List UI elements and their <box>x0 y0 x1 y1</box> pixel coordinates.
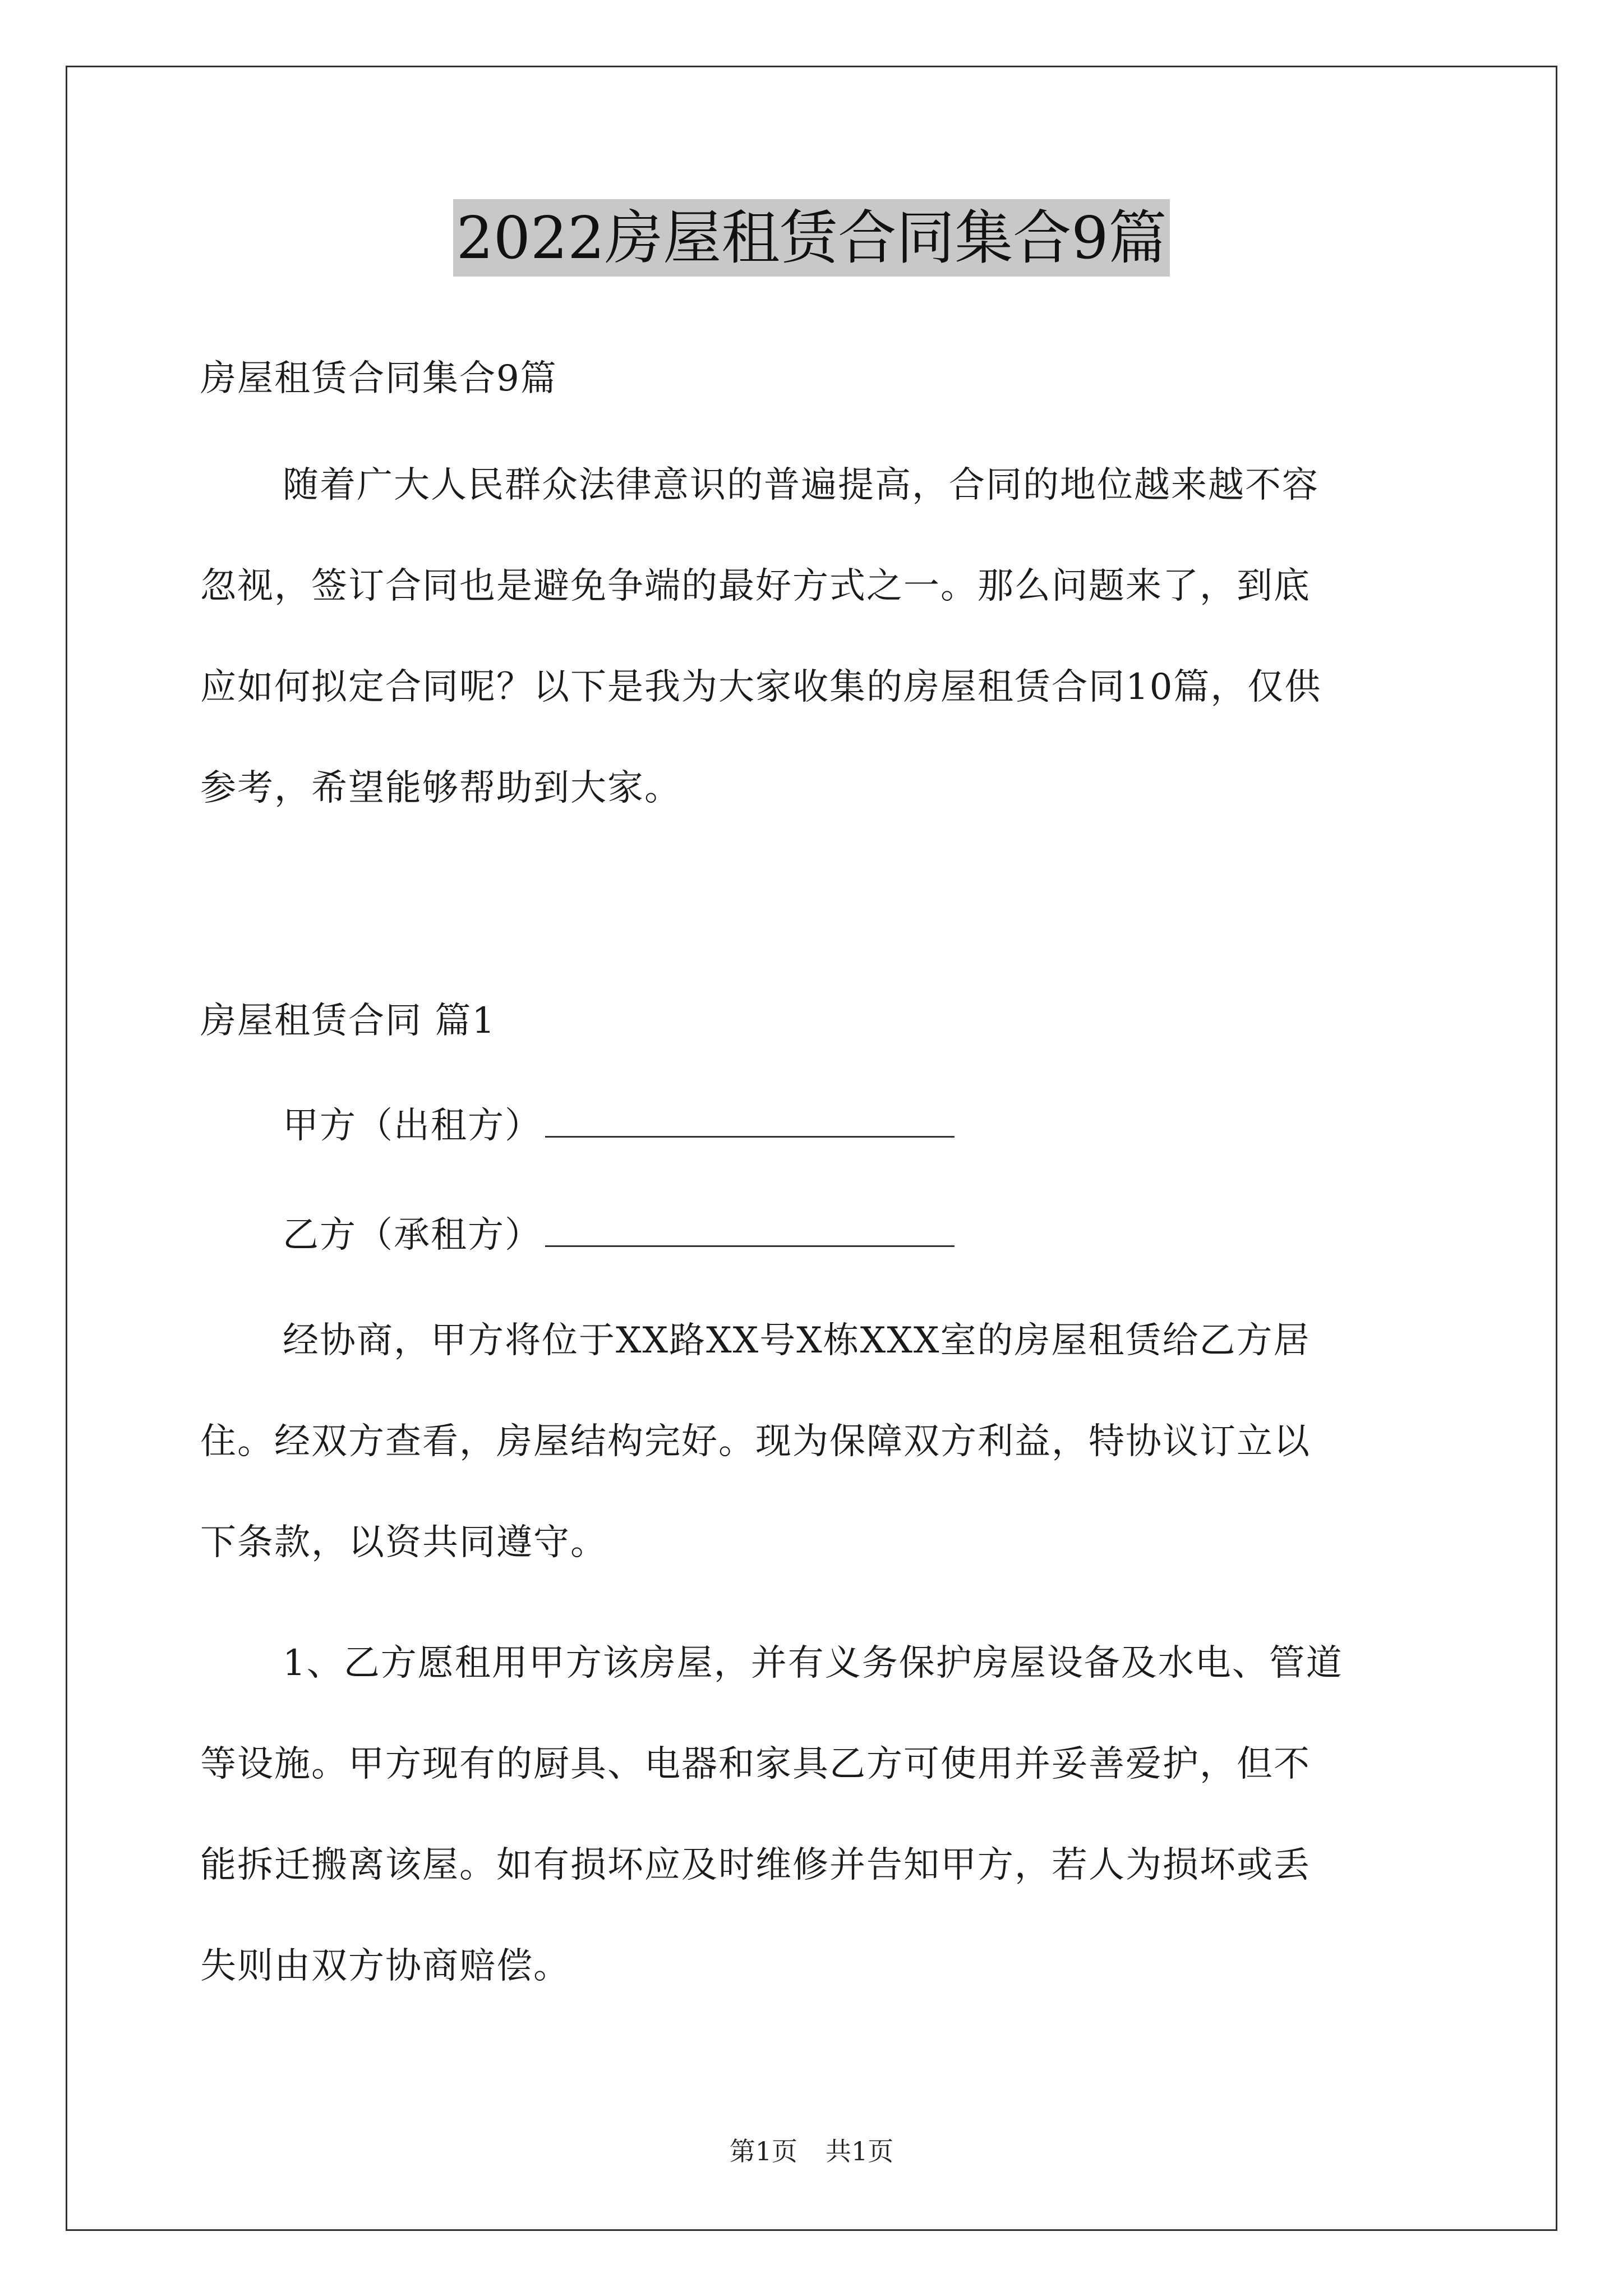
party-b-line <box>283 1206 955 1260</box>
section-heading: 房屋租赁合同 篇1 <box>200 1000 496 1042</box>
party-b-label: 乙方（承租方） <box>283 1214 542 1256</box>
para2-line-4: 失则由双方协商赔偿。 <box>200 1945 570 1987</box>
para1-line-3: 下条款，以资共同遵守。 <box>200 1522 607 1563</box>
para1-line-1: 经协商，甲方将位于XX路XX号X栋XXX室的房屋租赁给乙方居 <box>283 1320 1311 1361</box>
intro-line-1: 随着广大人民群众法律意识的普遍提高，合同的地位越来越不容 <box>283 464 1319 506</box>
party-a-label: 甲方（出租方） <box>283 1105 542 1147</box>
intro-line-2: 忽视，签订合同也是避免争端的最好方式之一。那么问题来了，到底 <box>200 565 1311 607</box>
para2-line-1: 1、乙方愿租用甲方该房屋，并有义务保护房屋设备及水电、管道 <box>283 1642 1343 1684</box>
intro-line-4: 参考，希望能够帮助到大家。 <box>200 767 681 809</box>
para2-line-3: 能拆迁搬离该屋。如有损坏应及时维修并告知甲方，若人为损坏或丢 <box>200 1844 1311 1886</box>
para1-line-2: 住。经双方查看，房屋结构完好。现为保障双方利益，特协议订立以 <box>200 1421 1311 1462</box>
intro-line-3: 应如何拟定合同呢？以下是我为大家收集的房屋租赁合同10篇，仅供 <box>200 666 1322 708</box>
page-number-current: 第1页 <box>729 2136 797 2166</box>
page-footer <box>0 2134 1623 2168</box>
page-number-total: 共1页 <box>826 2136 894 2166</box>
party-b-blank-field <box>545 1206 955 1247</box>
title-container <box>0 199 1623 277</box>
document-title: 2022房屋租赁合同集合9篇 <box>453 199 1170 277</box>
para2-line-2: 等设施。甲方现有的厨具、电器和家具乙方可使用并妥善爱护，但不 <box>200 1743 1311 1785</box>
party-a-line <box>283 1097 955 1151</box>
document-subtitle: 房屋租赁合同集合9篇 <box>200 358 557 399</box>
party-a-blank-field <box>545 1097 955 1138</box>
